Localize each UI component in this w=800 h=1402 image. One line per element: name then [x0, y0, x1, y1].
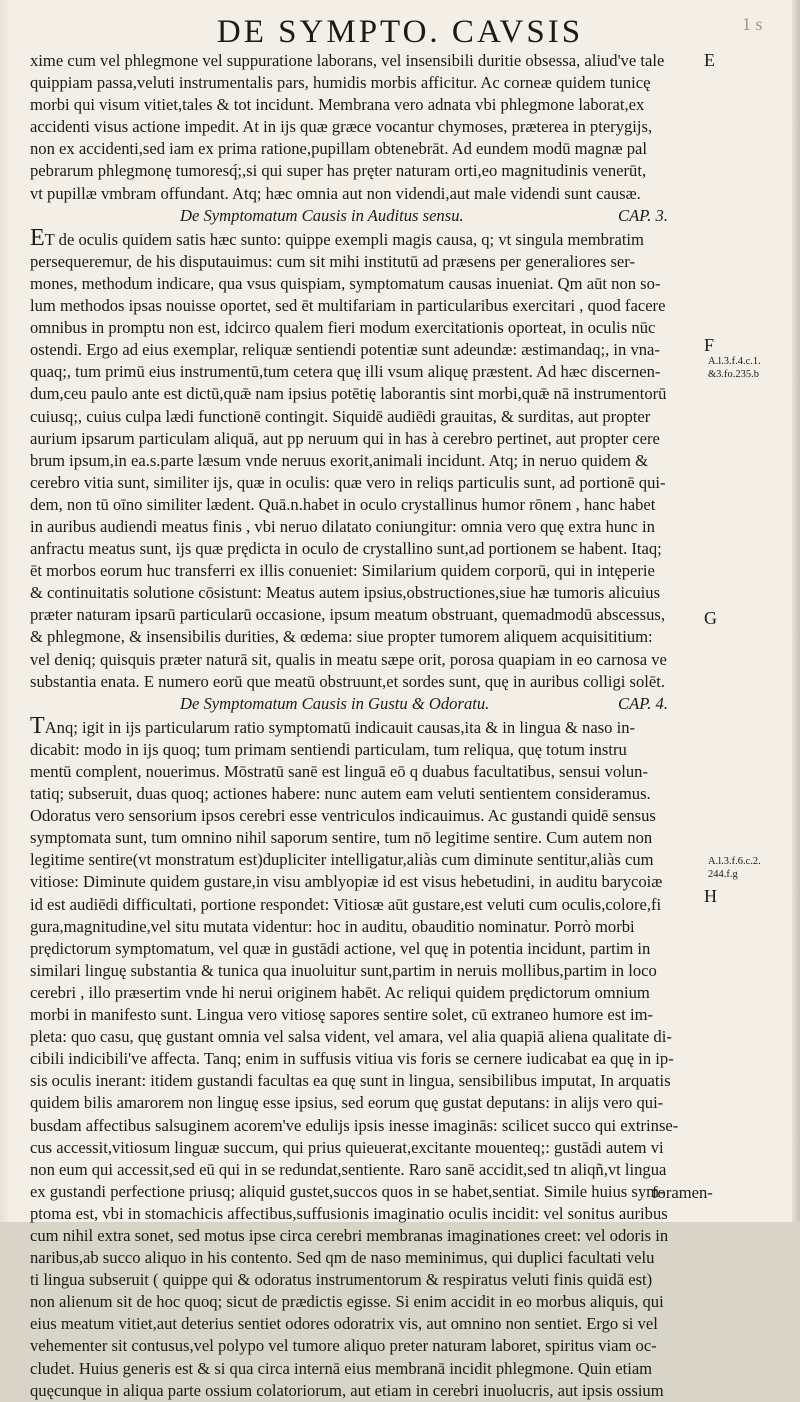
- text-line: omnibus in promptu non est, idcirco qualem fieri modum exercitationis oporteat, in oculis nūc: [30, 318, 656, 338]
- note-line: A.l.3.f.6.c.2.: [708, 856, 761, 867]
- text-line: vt pupillæ vmbram offundant. Atq; hæc omnia aut non videndi,aut male videndi sunt causæ.: [30, 183, 641, 203]
- note-line: A.l.3.f.4.c.1.: [708, 356, 761, 367]
- chapter-heading-3: [30, 205, 698, 227]
- side-letter-f: F: [704, 335, 715, 355]
- initial-letter: T: [30, 712, 45, 739]
- text-line: præter naturam ipsarū particularū occasione, ipsum meatum obstruant, quemadmodū abscessus,: [30, 605, 666, 625]
- text-line: similari linguę substantia & tunica qua inuoluitur sunt,partim in neruis mollibus,partim in loco: [30, 960, 657, 980]
- chapter-title: De Symptomatum Causis in Auditus sensu.: [180, 205, 464, 225]
- gutter-shadow: [0, 0, 10, 1222]
- text-line: non eum qui accessit,sed eū qui in se redundat,sentiente. Raro sanē accidit,sed tn aliqñ,vt lingua: [30, 1159, 667, 1179]
- text-line: vitiose: Diminute quidem gustare,in visu amblyopiæ id est visus hebetudini, in auditu barycoiæ: [30, 872, 663, 892]
- text-line: & continuitatis solutione cōsistunt: Meatus autem ipsius,obstructiones,siue hæ tumoris alicuius: [30, 583, 661, 603]
- text-line: cuiusq;, cuius culpa lædi functionē contingit. Siquidē audiēdi grauitas, & surditas, aut propter: [30, 406, 651, 426]
- text-line: cus accessit,vitiosum linguæ succum, qui prius quieuerat,excitante mouenteq;: gustādi autem vi: [30, 1137, 664, 1157]
- text-line: mentū complent, nouerimus. Mōstratū sanē est linguā eō q duabus facultatibus, sensui volun-: [30, 762, 649, 781]
- running-header: DE SYMPTO. CAVSIS: [216, 14, 584, 50]
- text-line: legitime sentire(vt monstratum est)dupliciter intelligatur,aliàs cum diminute sentitur,aliàs cum: [30, 850, 654, 870]
- text-line: accidenti visus actione impedit. At in ijs quæ græce vocantur chymoses, præterea in pterygijs,: [30, 117, 653, 137]
- text-line: dicabit: modo in ijs quoq; tum primam sentiendi particulam, tum reliqua, quę totum instru: [30, 739, 627, 759]
- side-letter-h: H: [704, 886, 717, 906]
- text-line: TAnq; igit in ijs particularum ratio symptomatū indicauit causas,ita & in lingua & naso in-: [30, 712, 636, 739]
- section-3: [30, 712, 698, 1402]
- text-line: cibili indicibili've affecta. Tanq; enim in suffusis vitiua vis foris se cernere iudicabat ea quę in ip-: [30, 1049, 674, 1069]
- page-edge: [792, 0, 800, 1222]
- text-line: & phlegmone, & insensibilis durities, & œdema: siue propter tumorem aliquem acquisititium:: [30, 627, 653, 647]
- text-line: morbi in manifesto sunt. Lingua vero vitiosę sapores sentire solet, cū extraneo humore est im-: [30, 1005, 654, 1025]
- chapter-title: De Symptomatum Causis in Gustu & Odoratu.: [180, 693, 490, 713]
- text-line: eius meatum vitiet,aut deterius sentiet odores odoratrix vis, aut omnino non sentiet. Ergo si vel: [30, 1314, 658, 1334]
- text-line: dum,ceu paulo ante est dictū,quǣ nam ipsius potētię laborantis sint morbi,quǣ nā instrumentorū: [30, 384, 667, 404]
- text-line: prędictorum symptomatum, vel quæ in gustādi actione, vel quę in potentia incidunt, partim in: [30, 938, 651, 958]
- text-line: ti lingua subseruit ( quippe qui & odoratus instrumentorum & respiratus veluti finis quidā est): [30, 1270, 653, 1290]
- text-line: pleta: quo casu, quę gustant omnia vel salsa vident, vel amara, vel alia quapiā aliena qualitate di-: [30, 1027, 672, 1047]
- text-line: morbi qui visum vitiet,tales & tot incidunt. Membrana vero adnata vbi phlegmone laborat,ex: [30, 95, 645, 115]
- text-line: ex gustandi perfectione priusq; aliquid gustet,succos quos in se habet,sentiat. Simile huius sym-: [30, 1181, 665, 1201]
- text-line: cerebri , illo præsertim vnde hi nerui originem habēt. Ac reliqui quidem prędictorum omnium: [30, 982, 650, 1002]
- chapter-number: CAP. 3.: [618, 205, 668, 225]
- text-line: Odoratus vero sensorium ipsos cerebri esse ventriculos indicauimus. Ac gustandi quidē sensus: [30, 806, 656, 826]
- text-line: persequeremur, de his disputauimus: cum sit mihi institutū ad præsens per generaliores ser-: [30, 251, 636, 271]
- main-text: [30, 50, 698, 1402]
- text-line: naribus,ab succo aliquo in his contento. Sed qm de naso meminimus, qui duplici facultati velu: [30, 1248, 655, 1268]
- marginal-note-2: [708, 855, 761, 881]
- text-line: ostendi. Ergo ad eius exemplar, reliquæ sentiendi potentiæ sunt adeundæ: æstimandaq;, in vna-: [30, 340, 660, 360]
- initial-letter: E: [30, 224, 45, 251]
- text-line: vehementer sit contusus,vel polypo vel tumore aliquo preter naturam laboret, spiritus viam oc-: [30, 1336, 657, 1356]
- text-line: id est audiēdi difficultati, portione respondet: Vitiosæ aūt gustare,est veluti cum oculis,colore,fi: [30, 894, 662, 914]
- text-line: sis oculis inerant: itidem gustandi facultas ea quę sunt in lingua, sensibilibus imputat, In arquatis: [30, 1071, 671, 1091]
- text-line: quidem bilis amarorem non linguę esse ipsius, sed eorum quę gustat deputans: in alijs vero qui-: [30, 1093, 664, 1113]
- text-line: brum ipsum,in ea.s.parte læsum vnde neruus exorit,animali incidunt. Atq; in neruo quidem &: [30, 450, 649, 470]
- section-2: [30, 224, 698, 693]
- text-line: quippiam passa,veluti instrumentalis pars, humidis morbis afficitur. Ac corneæ quidem tunicę: [30, 73, 651, 93]
- text-line: non ex accidenti,sed iam ex prima ratione,pupillam obtenebrāt. Ad eundem modū magnæ pal: [30, 139, 648, 159]
- text-line: cerebro vitia sunt, similiter ijs, quæ in oculis: quæ vero in reliqs particulis sunt, ad portionē qui-: [30, 472, 666, 492]
- marginal-note-1: [708, 355, 761, 381]
- text-line: dem, non tū oīno similiter lædent. Quā.n.habet in oculo crystallinus humor rōnem , hanc habet: [30, 494, 656, 514]
- text-line: in auribus audiendi meatus finis , vbi neruo dilatato coniungitur: omnia vero quę extra hunc in: [30, 516, 655, 536]
- side-letter-g: G: [704, 608, 717, 628]
- chapter-number: CAP. 4.: [618, 693, 668, 713]
- text-line: gura,magnitudine,vel situ mutata videntur: hoc in auditu, obauditio nominatur. Porrò morbi: [30, 916, 635, 936]
- section-1: [30, 50, 698, 205]
- text-line: cludet. Huius generis est & si qua circa internā eius membranā incidit phlegmone. Quin etiam: [30, 1358, 653, 1378]
- text-line: busdam affectibus salsuginem acorem've edulijs ipsis inesse imaginās: scilicet succo qui extrinse-: [30, 1115, 679, 1135]
- catchword: foramen-: [652, 1183, 713, 1202]
- text-line: vel deniq; quisquis præter naturā sit, qualis in meatu sæpe orit, porosa quapiam in eo carnosa ve: [30, 649, 667, 669]
- text-line: cum nihil extra sonet, sed motus ipse circa cerebri membranas imaginationes creet: vel odoris in: [30, 1225, 669, 1245]
- text-line: pebrarum phlegmonę tumoresq́;,si qui super has pręter naturam orti,eo magnitudinis venerūt,: [30, 161, 647, 181]
- text-line: quęcunque in aliqua parte ossium colatoriorum, aut etiam in cerebri inuolucris, aut ipsis ossium: [30, 1380, 664, 1400]
- text-line: substantia enata. E numero eorū que meatū obstruunt,et sordes sunt, quę in auribus colligi solēt.: [30, 671, 666, 691]
- text-line: ptoma est, vbi in stomachicis affectibus,suffusionis imaginatio oculis incidit: vel sonitus auribus: [30, 1203, 668, 1223]
- side-letter-e: E: [704, 50, 715, 70]
- text-line: ēt morbos eorum huc transferri ex illis conueniet: Similarium quidem corporū, qui in intęperie: [30, 561, 655, 581]
- text-line: ET de oculis quidem satis hæc sunto: quippe exempli magis causa, q; vt singula membratim: [30, 224, 644, 251]
- text-line: non alienum sit de hoc quoq; sicut de prædictis egisse. Si enim accidit in eo morbus aliquis, qui: [30, 1292, 664, 1312]
- note-line: &3.fo.235.b: [708, 369, 760, 380]
- page-mark: 1 s: [742, 14, 763, 34]
- text-line: mones, methodum indicare, qua vsus quispiam, symptomatum causas inueniat. Qm aūt non so-: [30, 273, 661, 293]
- text-line: tatiq; subseruit, duas quoq; actiones habere: nunc autem eam veluti sentientem consideramus.: [30, 784, 651, 804]
- text-line: xime cum vel phlegmone vel suppuratione laborans, vel insensibili duritie obsessa, aliud've tale: [30, 51, 665, 70]
- text-line: anfractu meatus sunt, ijs quæ prędicta in oculo de crystallino sunt,ad portionem se habent. Itaq;: [30, 539, 662, 559]
- chapter-heading-4: [30, 693, 698, 715]
- note-line: 244.f.g: [708, 869, 738, 880]
- text-line: symptomata sunt, tum omnino nihil saporum sentire, tum nō legitime sentire. Cum autem non: [30, 828, 653, 848]
- text-line: aurium ipsarum particulam aliquā, aut pp neruum qui in has à cerebro pertinet, aut propter cere: [30, 428, 660, 448]
- text-line: quaq;, tum primū eius instrumentū,tum cetera quę illi vsum aliquę præstent. Ad hæc discernen-: [30, 362, 661, 382]
- text-line: lum methodos ipsas nouisse oportet, sed ēt multifariam in particularibus exercitari , quod facere: [30, 296, 666, 316]
